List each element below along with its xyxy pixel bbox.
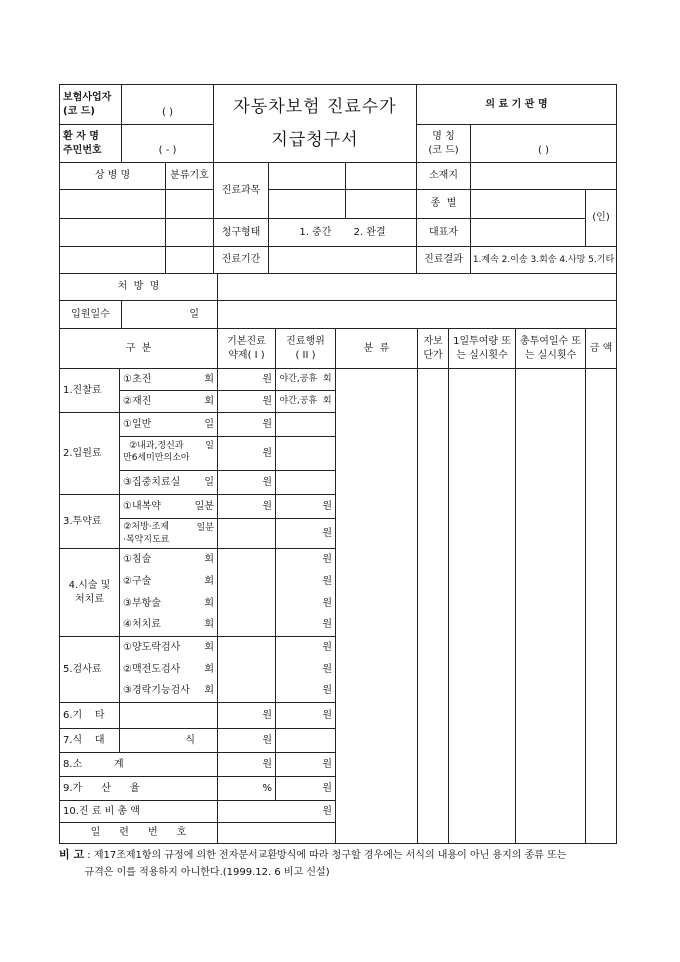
- item-label: ②구술: [123, 575, 152, 587]
- remarks-text: : 제17조제1항의 규정에 의한 전자문서교환방식에 따라 청구할 경우에는 서식의 내용이 아닌 용지의 종류 또는 규격은 이를 적용하지 아니한다.(1999.12. 6 비고 신설): [84, 850, 567, 878]
- act-fee-field[interactable]: [275, 518, 336, 549]
- result-options[interactable]: 1.계속 2.이송 3.회송 4.사망 5.기타: [470, 246, 617, 274]
- unit-label: 회: [204, 619, 214, 631]
- item-label: ③경락기능검사: [123, 685, 190, 697]
- form-title: 자동차보험 진료수가 지급청구서: [213, 84, 417, 163]
- act-fee-field[interactable]: [275, 636, 336, 703]
- section-procedure: 4.시술 및 처치료: [59, 548, 120, 637]
- col-header-basic: 기본진료 약제( I ): [217, 328, 276, 369]
- disease-field[interactable]: [59, 189, 166, 219]
- row-other: 6.기 타: [59, 702, 120, 729]
- unit-label: 일분: [194, 500, 214, 512]
- type-label: 종 별: [416, 189, 471, 219]
- section-consultation: 1.진찰료: [59, 368, 120, 413]
- item-label: ②처방·조제 ·복약지도료: [123, 522, 170, 545]
- period-field[interactable]: [268, 246, 417, 274]
- unit-label: 일: [204, 476, 214, 488]
- item-label: ①초진: [123, 373, 152, 385]
- item-revisit[interactable]: [119, 390, 218, 413]
- result-label: 진료결과: [416, 246, 471, 274]
- patient-label: 환 자 명 주민번호: [59, 124, 122, 163]
- act-fee-field[interactable]: [275, 548, 336, 637]
- item-label: ①일반: [123, 418, 152, 430]
- unit-label: 회: [204, 685, 214, 697]
- act-field[interactable]: [275, 436, 336, 471]
- insurer-label: 보험사업자 (코 드): [59, 84, 122, 125]
- claim-type-options[interactable]: 1. 중간 2. 완결: [268, 218, 417, 247]
- row-subtotal: 8.소 계: [59, 752, 218, 777]
- item-label: ②재진: [123, 395, 152, 407]
- col-header-amount: 금 액: [585, 328, 617, 369]
- unit-label: 원: [322, 619, 332, 631]
- unit-label: 원: [322, 554, 332, 566]
- admission-unit: 일: [189, 308, 199, 320]
- item-internal-psych[interactable]: [119, 436, 218, 471]
- class-column-field[interactable]: [335, 368, 418, 844]
- basic-fee-field[interactable]: [217, 368, 276, 391]
- basic-fee-field[interactable]: [217, 436, 276, 471]
- patient-id: ( - ): [158, 144, 177, 156]
- rep-label: 대표자: [416, 218, 471, 247]
- act-fee-field[interactable]: [275, 702, 336, 729]
- period-label: 진료기간: [213, 246, 269, 274]
- unit-label: 원: [262, 373, 272, 385]
- seal-mark: (인): [585, 189, 617, 247]
- unit-label: 일분: [196, 523, 214, 533]
- examination-items[interactable]: [119, 636, 218, 703]
- total-days-column-field[interactable]: [515, 368, 586, 844]
- unit-label: 회: [204, 642, 214, 654]
- unit-label: 원: [322, 805, 332, 817]
- unit-label: 원: [262, 447, 272, 459]
- basic-fee-field[interactable]: [217, 470, 276, 495]
- total-field[interactable]: [217, 800, 336, 823]
- amount-column-field[interactable]: [585, 368, 617, 844]
- unit-label: 원: [262, 418, 272, 430]
- unit-label: 원: [262, 500, 272, 512]
- unit-label: 원: [322, 597, 332, 609]
- patient-id-field[interactable]: [121, 124, 214, 163]
- admission-extra-field[interactable]: [217, 300, 617, 329]
- col-header-category: 구 분: [59, 328, 218, 369]
- dept-field[interactable]: [268, 189, 346, 219]
- unit-label: 회: [204, 575, 214, 587]
- disease-field[interactable]: [59, 218, 166, 247]
- basic-fee-field[interactable]: [217, 702, 276, 729]
- unit-label: 회: [204, 597, 214, 609]
- unit-price-column-field[interactable]: [417, 368, 449, 844]
- item-meridian[interactable]: [123, 680, 214, 702]
- disease-field[interactable]: [59, 246, 166, 274]
- type-field[interactable]: [470, 189, 586, 219]
- unit-label: 원: [262, 476, 272, 488]
- act-field[interactable]: [275, 412, 336, 437]
- item-label: ②내과,정신과 만6세미만의소아: [123, 441, 190, 464]
- unit-label: 일: [204, 418, 214, 430]
- unit-label: 원: [322, 500, 332, 512]
- item-label: ④처치료: [123, 619, 161, 631]
- unit-label: 일: [205, 441, 214, 451]
- item-oral-medicine[interactable]: [119, 494, 218, 519]
- item-icu[interactable]: [119, 470, 218, 495]
- unit-label: 회: [204, 395, 214, 407]
- item-label: ③부항술: [123, 597, 161, 609]
- basic-fee-field[interactable]: [217, 494, 276, 519]
- item-pulse[interactable]: [123, 659, 214, 681]
- item-label: ①침술: [123, 554, 152, 566]
- item-label: ③집중치료실: [123, 476, 181, 488]
- section-medication: 3.투약료: [59, 494, 120, 549]
- unit-label: 원: [322, 575, 332, 587]
- rep-field[interactable]: [470, 218, 586, 247]
- night-holiday-field[interactable]: 야간,공휴 회: [275, 390, 336, 413]
- act-field[interactable]: [275, 470, 336, 495]
- serial-field[interactable]: [217, 822, 336, 844]
- unit-label: 원: [262, 709, 272, 721]
- col-header-total-days: 총투여일수 또 는 실시횟수: [515, 328, 586, 369]
- prescription-label: 처 방 명: [59, 273, 218, 301]
- basic-fee-field[interactable]: [217, 412, 276, 437]
- col-header-unit-price: 자보 단가: [417, 328, 449, 369]
- act-fee-field[interactable]: [275, 494, 336, 519]
- unit-label: 회: [204, 373, 214, 385]
- basic-fee-field[interactable]: [217, 390, 276, 413]
- item-general[interactable]: [119, 412, 218, 437]
- unit-label: 원: [322, 685, 332, 697]
- insurer-code: ( ): [162, 106, 173, 118]
- location-label: 소재지: [416, 162, 471, 190]
- item-label: ①양도락검사: [123, 642, 181, 654]
- dept-field[interactable]: [345, 162, 417, 190]
- remarks: [59, 846, 621, 881]
- dept-field[interactable]: [345, 189, 417, 219]
- item-cupping[interactable]: [123, 593, 214, 615]
- unit-label: 원: [322, 709, 332, 721]
- meals-count-field[interactable]: [119, 728, 218, 753]
- unit-label: 원: [262, 758, 272, 770]
- location-field[interactable]: [470, 162, 617, 190]
- basic-fee-field[interactable]: [217, 728, 276, 753]
- item-acupuncture[interactable]: [123, 549, 214, 571]
- row-total: 10.진 료 비 총 액: [59, 800, 218, 823]
- act-fee-field[interactable]: [275, 728, 336, 753]
- item-prescription[interactable]: [119, 518, 218, 549]
- basic-fee-field[interactable]: [217, 752, 276, 777]
- class-field[interactable]: [165, 189, 214, 219]
- basic-fee-field[interactable]: [217, 548, 276, 637]
- procedure-items[interactable]: [119, 548, 218, 637]
- act-fee-field[interactable]: [275, 776, 336, 801]
- item-moxibustion[interactable]: [123, 571, 214, 593]
- col-header-daily-dose: 1일투여량 또 는 실시횟수: [448, 328, 516, 369]
- col-header-class: 분 류: [335, 328, 418, 369]
- other-field[interactable]: [119, 702, 218, 729]
- unit-label: 원: [322, 663, 332, 675]
- unit-label: 원: [322, 527, 332, 539]
- basic-fee-field[interactable]: [217, 518, 276, 549]
- unit-label: 식: [185, 734, 195, 746]
- item-treatment[interactable]: [123, 614, 214, 636]
- basic-fee-field[interactable]: [217, 636, 276, 703]
- unit-label: 원: [262, 734, 272, 746]
- surcharge-rate-field[interactable]: [217, 776, 276, 801]
- class-label: 분류기호: [165, 162, 214, 190]
- dept-label: 진료과목: [213, 162, 269, 219]
- institution-header: 의 료 기 관 명: [416, 84, 617, 125]
- unit-label: 원: [322, 782, 332, 794]
- unit-label: 회: [204, 554, 214, 566]
- name-field[interactable]: [470, 124, 617, 163]
- unit-label: 회: [204, 663, 214, 675]
- unit-label: 원: [322, 758, 332, 770]
- disease-label: 상 병 명: [59, 162, 166, 190]
- row-surcharge-rate: 9.가 산 율: [59, 776, 218, 801]
- remarks-label: 비 고: [59, 848, 85, 861]
- section-examination: 5.검사료: [59, 636, 120, 703]
- admission-label: 입원일수: [59, 300, 122, 329]
- item-first-visit[interactable]: [119, 368, 218, 391]
- night-holiday-field[interactable]: 야간,공휴 회: [275, 368, 336, 391]
- item-label: ①내복약: [123, 500, 161, 512]
- row-meals: 7.식 대: [59, 728, 120, 753]
- item-label: ②맥전도검사: [123, 663, 181, 675]
- unit-label: 원: [262, 395, 272, 407]
- unit-label: %: [262, 782, 272, 794]
- class-field[interactable]: [165, 246, 214, 274]
- col-header-act: 진료행위 ( II ): [275, 328, 336, 369]
- dept-field[interactable]: [268, 162, 346, 190]
- name-label: 명 칭 (코 드): [416, 124, 471, 163]
- claim-type-label: 청구형태: [213, 218, 269, 247]
- class-field[interactable]: [165, 218, 214, 247]
- unit-label: 원: [322, 642, 332, 654]
- daily-dose-column-field[interactable]: [448, 368, 516, 844]
- name-value: ( ): [538, 144, 549, 156]
- insurer-code-field[interactable]: [121, 84, 214, 125]
- prescription-field[interactable]: [217, 273, 617, 301]
- row-serial: 일 련 번 호: [59, 822, 218, 844]
- section-admission: 2.입원료: [59, 412, 120, 495]
- admission-days-field[interactable]: [121, 300, 218, 329]
- item-yangdorak[interactable]: [123, 637, 214, 659]
- act-fee-field[interactable]: [275, 752, 336, 777]
